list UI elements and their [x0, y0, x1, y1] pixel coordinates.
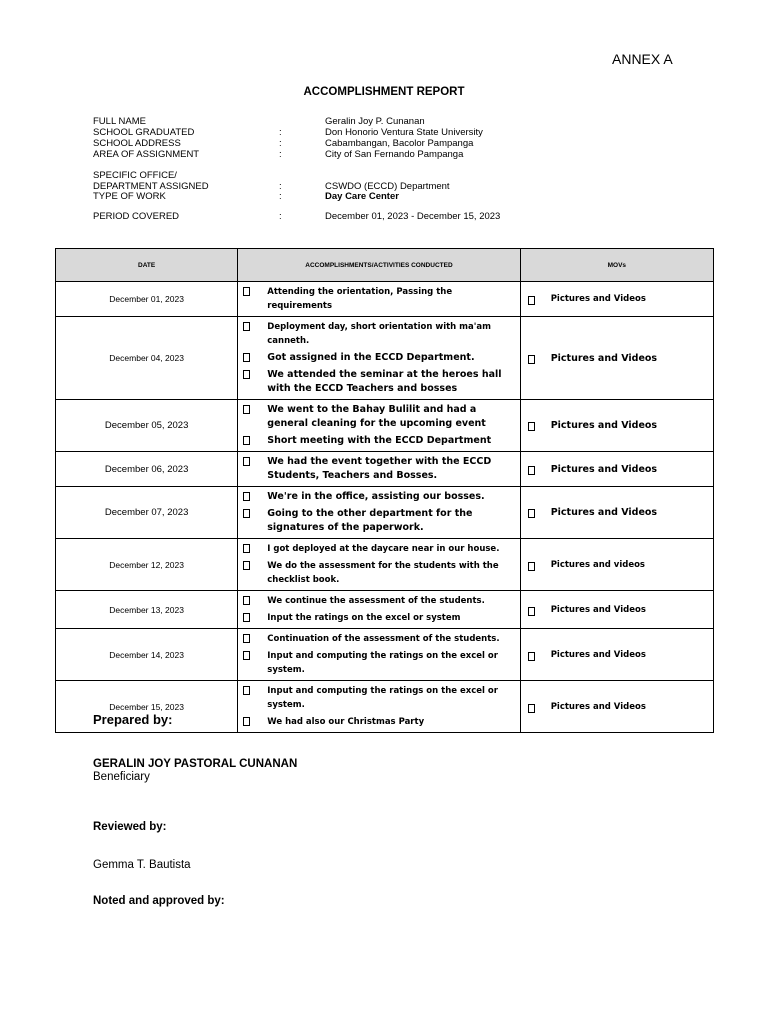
item-text: We went to the Bahay Bulilit and had a general cleaning for the upcoming event [267, 404, 486, 429]
table-row [56, 591, 714, 629]
list-item [238, 649, 519, 677]
row-movs [520, 591, 713, 629]
checkbox-icon [243, 370, 250, 379]
row-date: December 13, 2023 [56, 591, 238, 629]
checkbox-icon [528, 607, 535, 616]
checkbox-icon [243, 436, 250, 445]
row-movs [520, 681, 713, 733]
item-text: We do the assessment for the students with the checklist book. [267, 561, 499, 585]
info-label: DEPARTMENT ASSIGNED [93, 181, 209, 192]
info-label: SCHOOL GRADUATED [93, 127, 195, 138]
accomplishment-table [55, 248, 714, 733]
checkbox-icon [528, 296, 535, 305]
row-movs [520, 452, 713, 487]
row-date: December 05, 2023 [56, 400, 238, 452]
checkbox-icon [243, 651, 250, 660]
item-text: Continuation of the assessment of the students. [267, 634, 500, 644]
checkbox-icon [528, 466, 535, 475]
item-text: I got deployed at the daycare near in our house. [267, 544, 500, 554]
row-movs [520, 282, 713, 317]
reviewer-name: Gemma T. Bautista [93, 859, 191, 871]
row-accomplishments [238, 282, 520, 317]
beneficiary-name: GERALIN JOY PASTORAL CUNANAN [93, 758, 298, 770]
mov-item [521, 702, 713, 712]
checkbox-icon [243, 561, 250, 570]
mov-item [521, 464, 713, 475]
mov-text: Pictures and Videos [550, 294, 646, 304]
info-label: AREA OF ASSIGNMENT [93, 149, 200, 160]
mov-text: Pictures and Videos [550, 604, 646, 615]
row-date: December 04, 2023 [56, 317, 238, 400]
info-label: TYPE OF WORK [93, 191, 166, 202]
table-row [56, 629, 714, 681]
list-item [238, 351, 519, 365]
info-colon: : [279, 211, 282, 222]
row-movs [520, 629, 713, 681]
row-movs [520, 539, 713, 591]
annex-label: ANNEX A [612, 51, 673, 67]
row-accomplishments [238, 452, 520, 487]
item-text: Input and computing the ratings on the excel or system. [267, 686, 498, 710]
info-colon: : [279, 181, 282, 192]
prepared-by-label: Prepared by: [93, 712, 173, 727]
mov-item [521, 420, 713, 431]
row-accomplishments [238, 591, 520, 629]
mov-text: Pictures and Videos [550, 352, 658, 364]
row-date: December 14, 2023 [56, 629, 238, 681]
list-item [238, 559, 519, 587]
list-item [238, 320, 519, 348]
mov-item [521, 650, 713, 660]
checkbox-icon [243, 634, 250, 643]
checkbox-icon [243, 686, 250, 695]
list-item [238, 715, 519, 729]
info-value: City of San Fernando Pampanga [325, 149, 464, 160]
row-date: December 01, 2023 [56, 282, 238, 317]
row-accomplishments [238, 629, 520, 681]
row-movs [520, 487, 713, 539]
mov-text: Pictures and Videos [550, 701, 646, 712]
list-item [238, 542, 519, 556]
mov-item [521, 605, 713, 615]
info-value: Geralin Joy P. Cunanan [325, 116, 425, 127]
list-item [238, 684, 519, 712]
item-text: Going to the other department for the signatures of the paperwork. [267, 508, 473, 533]
report-title: ACCOMPLISHMENT REPORT [303, 86, 465, 98]
info-colon: : [279, 127, 282, 138]
list-item [238, 611, 519, 625]
item-text: Got assigned in the ECCD Department. [267, 352, 475, 363]
row-movs [520, 400, 713, 452]
table-row [56, 487, 714, 539]
list-item [238, 507, 519, 535]
item-text: We continue the assessment of the students. [267, 596, 485, 606]
list-item [238, 455, 519, 483]
item-text: Input and computing the ratings on the excel or system. [267, 651, 498, 675]
list-item [238, 490, 519, 504]
info-colon: : [279, 149, 282, 160]
checkbox-icon [243, 544, 250, 553]
list-item [238, 594, 519, 608]
item-text: We had the event together with the ECCD Students, Teachers and Bosses. [267, 456, 492, 481]
header-accomplishments: ACCOMPLISHMENTS/ACTIVITIES CONDUCTED [238, 249, 520, 282]
list-item [238, 368, 519, 396]
checkbox-icon [243, 717, 250, 726]
mov-text: Pictures and Videos [550, 649, 646, 660]
checkbox-icon [528, 652, 535, 661]
header-date: DATE [56, 249, 238, 282]
row-accomplishments [238, 317, 520, 400]
info-value: December 01, 2023 - December 15, 2023 [325, 211, 501, 222]
info-colon: : [279, 138, 282, 149]
info-value: Don Honorio Ventura State University [325, 127, 483, 138]
table-row [56, 452, 714, 487]
mov-item [521, 353, 713, 364]
checkbox-icon [528, 562, 535, 571]
checkbox-icon [528, 509, 535, 518]
item-text: Short meeting with the ECCD Department [267, 435, 492, 446]
info-colon: : [279, 191, 282, 202]
table-row [56, 400, 714, 452]
table-header-row [56, 249, 714, 282]
row-date: December 12, 2023 [56, 539, 238, 591]
mov-text: Pictures and videos [550, 559, 645, 570]
checkbox-icon [243, 405, 250, 414]
list-item [238, 632, 519, 646]
item-text: Deployment day, short orientation with ma'am canneth. [267, 322, 491, 346]
checkbox-icon [243, 596, 250, 605]
checkbox-icon [243, 322, 250, 331]
item-text: We're in the office, assisting our bosses. [267, 491, 485, 502]
row-date: December 06, 2023 [56, 452, 238, 487]
table-row [56, 282, 714, 317]
row-accomplishments [238, 681, 520, 733]
row-accomplishments [238, 400, 520, 452]
mov-text: Pictures and Videos [550, 463, 658, 475]
item-text: We had also our Christmas Party [267, 717, 425, 727]
checkbox-icon [243, 287, 250, 296]
mov-text: Pictures and Videos [550, 507, 658, 518]
mov-item [521, 294, 713, 304]
checkbox-icon [528, 422, 535, 431]
info-value: CSWDO (ECCD) Department [325, 181, 450, 192]
row-date: December 15, 2023 [56, 681, 238, 733]
beneficiary-role: Beneficiary [93, 771, 150, 783]
row-date: December 07, 2023 [56, 487, 238, 539]
checkbox-icon [528, 355, 535, 364]
checkbox-icon [243, 492, 250, 501]
checkbox-icon [243, 613, 250, 622]
info-label: PERIOD COVERED [93, 211, 180, 222]
info-value: Day Care Center [325, 191, 399, 202]
list-item [238, 403, 519, 431]
row-accomplishments [238, 487, 520, 539]
noted-by-label: Noted and approved by: [93, 895, 225, 907]
row-accomplishments [238, 539, 520, 591]
checkbox-icon [243, 353, 250, 362]
checkbox-icon [243, 509, 250, 518]
info-label: SPECIFIC OFFICE/ [93, 170, 177, 181]
checkbox-icon [528, 704, 535, 713]
item-text: Attending the orientation, Passing the requirements [267, 287, 453, 311]
item-text: Input the ratings on the excel or system [267, 613, 461, 623]
mov-text: Pictures and Videos [550, 420, 658, 431]
info-label: FULL NAME [93, 116, 146, 127]
reviewed-by-label: Reviewed by: [93, 821, 167, 833]
list-item [238, 285, 519, 313]
mov-item [521, 507, 713, 518]
info-value: Cabambangan, Bacolor Pampanga [325, 138, 474, 149]
info-label: SCHOOL ADDRESS [93, 138, 181, 149]
checkbox-icon [243, 457, 250, 466]
row-movs [520, 317, 713, 400]
mov-item [521, 560, 713, 570]
list-item [238, 434, 519, 448]
table-row [56, 317, 714, 400]
table-row [56, 539, 714, 591]
item-text: We attended the seminar at the heroes hall with the ECCD Teachers and bosses [267, 369, 502, 394]
header-movs: MOVs [520, 249, 713, 282]
